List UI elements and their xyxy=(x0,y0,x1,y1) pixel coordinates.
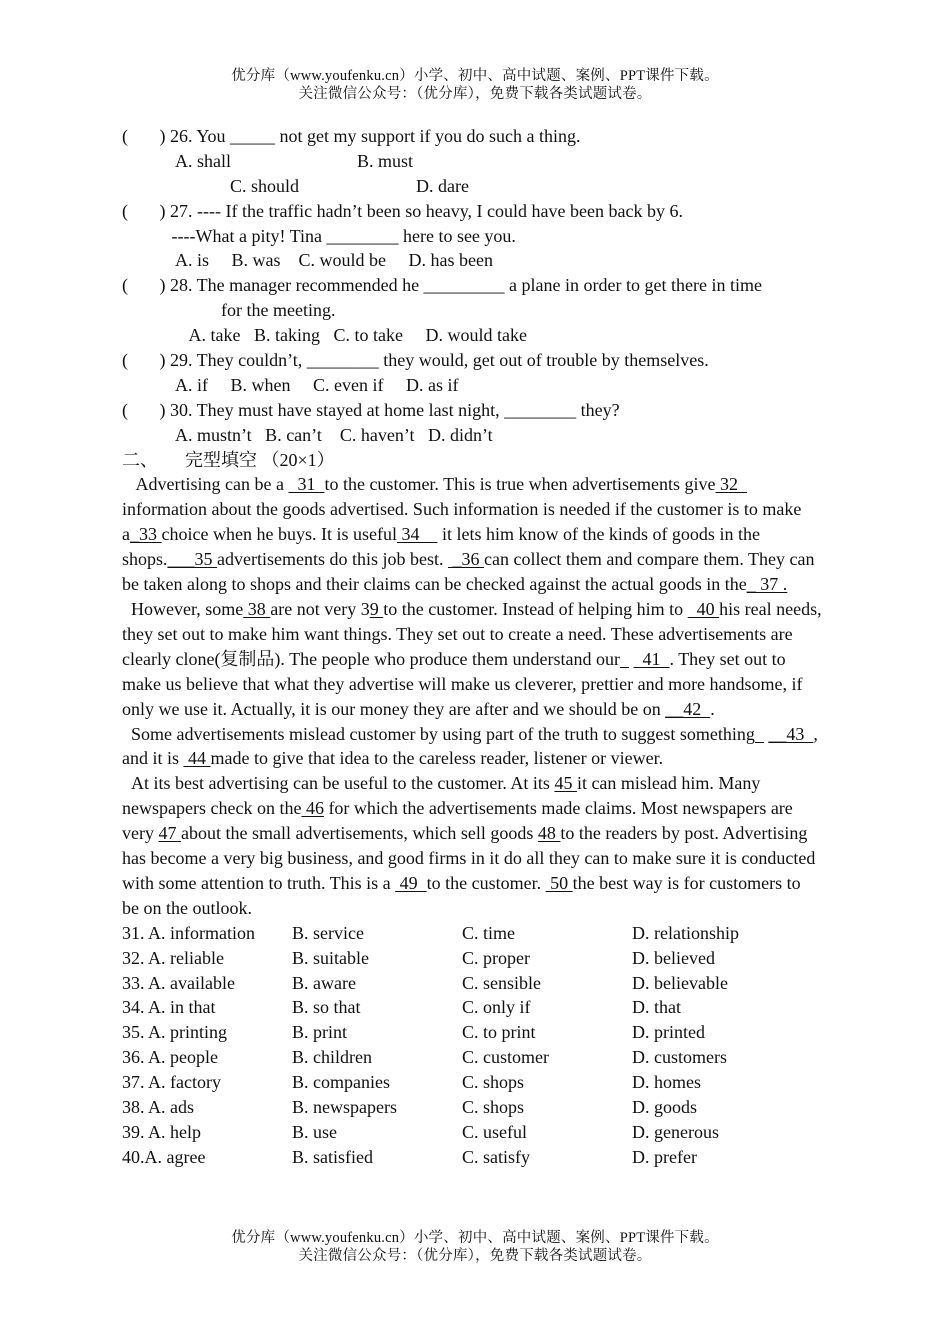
question-stem: ( ) 26. You _____ not get my support if you do such a thing. xyxy=(122,126,581,146)
option-cell: C. shops xyxy=(462,1072,525,1093)
question-30 xyxy=(122,398,822,448)
option-row xyxy=(122,946,822,971)
blank-number: 44 xyxy=(183,748,211,769)
cloze-paragraph-3 xyxy=(122,722,822,772)
passage-text: . xyxy=(710,698,715,719)
blank-number: 47 xyxy=(158,823,181,844)
option-cell: C. customer xyxy=(462,1047,549,1068)
blank-number xyxy=(620,649,629,669)
exam-content xyxy=(122,124,827,1170)
option-row xyxy=(122,1095,822,1120)
question-stem-continued: ----What a pity! Tina ________ here to see you. xyxy=(122,225,516,246)
option-cell: 38. A. ads xyxy=(122,1097,194,1118)
option-cell: B. suitable xyxy=(292,947,369,968)
blank-number: 49 xyxy=(395,872,427,893)
question-stem-continued: for the meeting. xyxy=(122,300,336,321)
footer-line-1: 优分库（www.youfenku.cn）小学、初中、高中试题、案例、PPT课件下载。 xyxy=(231,1230,719,1246)
passage-text: made to give that idea to the careless reader, listener or viewer. xyxy=(210,748,664,769)
blank-number xyxy=(755,724,764,744)
blank-number: _33 xyxy=(130,524,162,545)
option-cell: D. goods xyxy=(632,1097,698,1118)
passage-text: to the readers by post. Advertising has become a very big business, and good firms in it do all they can to make sure it is conducted with some attention to truth. This is a xyxy=(122,823,820,893)
passage-text: about the small advertisements, which sell goods xyxy=(180,823,538,844)
header-line-2: 关注微信公众号：（优分库），免费下载各类试题试卷。 xyxy=(298,86,652,102)
blank-number: 9 xyxy=(369,599,384,619)
question-27 xyxy=(122,199,822,274)
passage-text: At its best advertising can be useful to the customer. At its xyxy=(122,773,555,794)
option-cell: B. aware xyxy=(292,972,356,993)
option-cell: C. time xyxy=(462,922,515,943)
option-cell: D. generous xyxy=(632,1121,719,1142)
option-cell: D. prefer xyxy=(632,1146,697,1167)
question-stem: ( ) 28. The manager recommended he _________ a plane in order to get there in time xyxy=(122,275,762,296)
question-options: A. mustn’t B. can’t C. haven’t D. didn’t xyxy=(122,424,493,445)
blank-number: 31 xyxy=(288,474,325,495)
question-options: A. is B. was C. would be D. has been xyxy=(122,250,493,271)
option-row xyxy=(122,921,822,946)
option-cell: B. service xyxy=(292,922,364,943)
option-cell: 34. A. in that xyxy=(122,997,216,1018)
question-stem: ( ) 30. They must have stayed at home last night, ________ they? xyxy=(122,399,620,420)
passage-text: advertisements do this job best. xyxy=(217,549,448,570)
option-cell: 33. A. available xyxy=(122,972,235,993)
option-cell: 37. A. factory xyxy=(122,1072,221,1093)
cloze-paragraph-4 xyxy=(122,771,822,920)
option-cell: B. so that xyxy=(292,997,361,1018)
passage-text: However, some xyxy=(122,599,244,619)
option-cell: B. children xyxy=(292,1047,372,1068)
question-options: A. if B. when C. even if D. as if xyxy=(122,374,459,395)
passage-text: to the customer. This is true when advertisements give xyxy=(324,474,716,495)
blank-number: __43 xyxy=(768,723,814,744)
blank-number: 46 xyxy=(301,798,324,819)
option-cell: C. sensible xyxy=(462,972,541,993)
option-row xyxy=(122,1145,822,1170)
question-26 xyxy=(122,124,822,199)
option-cell: C. useful xyxy=(462,1121,527,1142)
blank-number: 48 xyxy=(537,823,561,844)
passage-text: choice when he buys. It is useful xyxy=(161,524,397,545)
option-cell: C. satisfy xyxy=(462,1146,531,1167)
option-row xyxy=(122,995,822,1020)
blank-number: __42 xyxy=(665,698,711,719)
cloze-paragraph-2 xyxy=(122,597,827,722)
passage-text: can collect them and compare them. They can be taken along to shops and their claims can be checked against the actual goods in the xyxy=(122,549,820,595)
blank-number: ___35 xyxy=(167,549,218,570)
option-cell: D. believable xyxy=(632,972,728,993)
blank-number: _ 37 . xyxy=(746,574,788,595)
option-row xyxy=(122,1070,822,1095)
question-options: C. should D. dare xyxy=(122,175,469,196)
option-cell: C. to print xyxy=(462,1022,536,1043)
option-row xyxy=(122,1120,822,1145)
option-row xyxy=(122,1020,822,1045)
option-cell: 32. A. reliable xyxy=(122,947,224,968)
passage-text: information about the goods advertised. Such information is needed if the customer is to make a xyxy=(122,474,806,545)
passage-text: . They set out to make us believe that what they advertise will make us cleverer, prettier and more handsome, if only we use it. Actually, it is our money they are after and we should be on xyxy=(122,648,808,719)
option-cell: B. print xyxy=(292,1022,348,1043)
question-stem: ( ) 27. ---- If the traffic hadn’t been so heavy, I could have been back by 6. xyxy=(122,200,683,221)
option-cell: D. believed xyxy=(632,947,715,968)
page-footer xyxy=(0,1229,950,1265)
page-header xyxy=(0,67,950,103)
blank-number: 45 xyxy=(554,773,577,794)
passage-text: Advertising can be a xyxy=(122,474,289,495)
option-cell: D. homes xyxy=(632,1072,701,1093)
question-28 xyxy=(122,273,822,348)
blank-number: 50 xyxy=(545,872,573,893)
option-cell: D. customers xyxy=(632,1047,727,1068)
option-cell: B. use xyxy=(292,1121,337,1142)
cloze-options-table xyxy=(122,921,822,1170)
option-cell: B. satisfied xyxy=(292,1146,373,1167)
question-stem: ( ) 29. They couldn’t, ________ they would, get out of trouble by themselves. xyxy=(122,350,709,371)
passage-text: to the customer. Instead of helping him to xyxy=(383,599,688,619)
passage-text: to the customer. xyxy=(426,872,546,893)
blank-number: 34 xyxy=(396,524,438,545)
passage-text: it can mislead him. Many newspapers check on the xyxy=(122,773,765,819)
option-cell: B. companies xyxy=(292,1072,390,1093)
option-cell: D. that xyxy=(632,997,681,1018)
passage-text: are not very 3 xyxy=(270,599,370,619)
option-cell: 31. A. information xyxy=(122,922,255,943)
question-options: A. shall B. must xyxy=(122,150,414,171)
option-cell: C. only if xyxy=(462,997,531,1018)
option-cell: C. proper xyxy=(462,947,530,968)
option-cell: D. printed xyxy=(632,1022,705,1043)
option-row xyxy=(122,971,822,996)
passage-text: it lets him know of the kinds of goods in the shops. xyxy=(122,524,765,570)
blank-number: 40 xyxy=(687,599,720,619)
passage-text: the best way is for customers to be on the outlook. xyxy=(122,872,806,918)
option-cell: B. newspapers xyxy=(292,1097,397,1118)
header-line-1: 优分库（www.youfenku.cn）小学、初中、高中试题、案例、PPT课件下载。 xyxy=(231,68,719,84)
blank-number: _36 xyxy=(447,549,484,570)
passage-text: Some advertisements mislead customer by using part of the truth to suggest something xyxy=(122,723,755,744)
option-cell: 39. A. help xyxy=(122,1121,201,1142)
blank-number: 38 xyxy=(243,599,271,619)
footer-line-2: 关注微信公众号：（优分库），免费下载各类试题试卷。 xyxy=(298,1248,652,1264)
section-title-cloze: 二、 完型填空 （20×1） xyxy=(122,449,335,470)
option-cell: C. shops xyxy=(462,1097,525,1118)
option-cell: D. relationship xyxy=(632,922,739,943)
blank-number: 41 xyxy=(633,648,670,669)
question-29 xyxy=(122,348,822,398)
passage-text: his real needs, they set out to make him want things. They set out to create a need. These advertisements are clearly clone(复制品). The people who produce them understand our xyxy=(122,599,827,669)
option-cell: 36. A. people xyxy=(122,1047,218,1068)
option-cell: 35. A. printing xyxy=(122,1022,228,1043)
blank-number: 32 xyxy=(715,474,748,495)
cloze-paragraph-1 xyxy=(122,472,822,597)
passage-text: , and it is xyxy=(122,723,823,769)
option-cell: 40.A. agree xyxy=(122,1146,206,1167)
option-row xyxy=(122,1045,822,1070)
passage-text: for which the advertisements made claims. Most newspapers are very xyxy=(122,798,798,844)
question-options: A. take B. taking C. to take D. would take xyxy=(122,325,527,346)
